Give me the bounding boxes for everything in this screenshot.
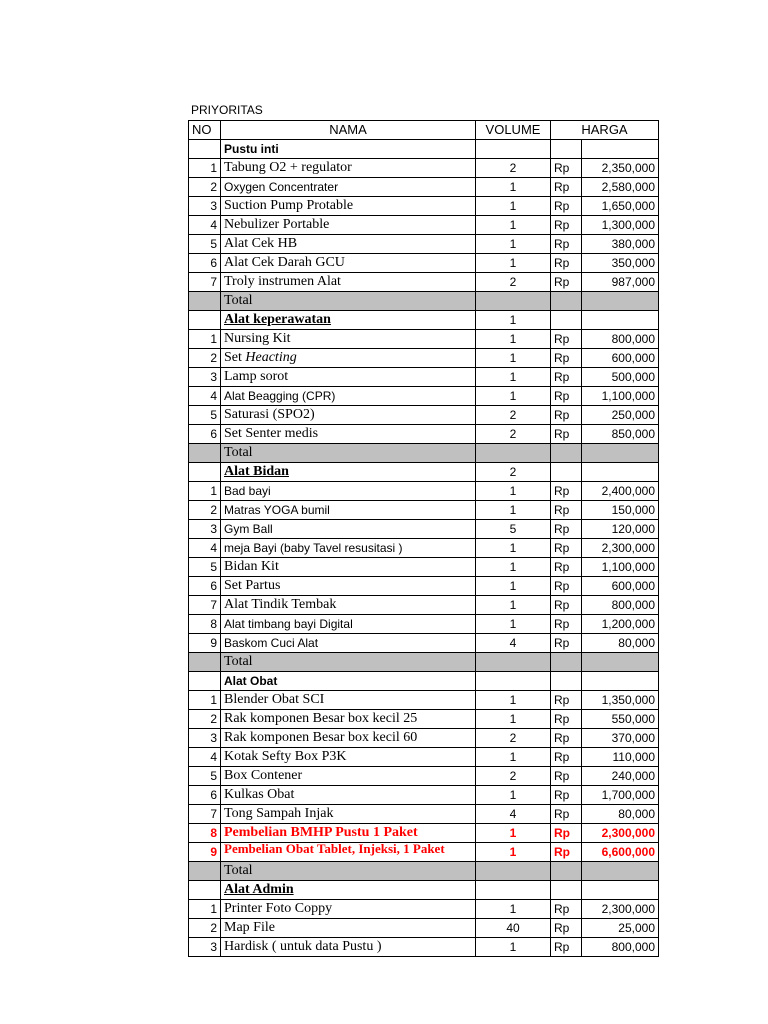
section-no-cell [189,140,221,159]
item-name: Alat timbang bayi Digital [221,615,476,634]
item-currency: Rp [551,406,582,425]
item-no: 1 [189,330,221,349]
item-name-prefix: Set [224,350,246,365]
item-volume: 1 [476,539,551,558]
item-name: Alat Cek HB [221,235,476,254]
section-volume: 2 [476,463,551,482]
item-row [189,520,659,539]
total-row [189,444,659,463]
item-row [189,349,659,368]
item-currency: Rp [551,539,582,558]
item-no: 3 [189,729,221,748]
item-volume: 1 [476,596,551,615]
item-no: 3 [189,368,221,387]
item-price: 850,000 [582,425,659,444]
item-row [189,558,659,577]
item-no: 7 [189,596,221,615]
item-currency: Rp [551,919,582,938]
section-title: Alat Obat [221,672,476,691]
item-currency: Rp [551,767,582,786]
section-header-row [189,672,659,691]
sheet-title: PRIYORITAS [191,103,263,117]
total-label: Total [221,444,476,463]
item-no: 3 [189,520,221,539]
item-no: 9 [189,843,221,862]
item-price: 1,200,000 [582,615,659,634]
item-currency: Rp [551,235,582,254]
item-volume: 2 [476,425,551,444]
item-row [189,938,659,957]
item-no: 6 [189,254,221,273]
item-row [189,729,659,748]
item-name: Oxygen Concentrater [221,178,476,197]
item-price: 25,000 [582,919,659,938]
item-volume: 2 [476,159,551,178]
item-volume: 1 [476,786,551,805]
section-volume [476,881,551,900]
item-price: 2,300,000 [582,824,659,843]
item-name: Tong Sampah Injak [221,805,476,824]
item-name: Tabung O2 + regulator [221,159,476,178]
item-row [189,235,659,254]
item-no: 5 [189,558,221,577]
item-no: 4 [189,216,221,235]
item-name: Box Contener [221,767,476,786]
item-no: 2 [189,178,221,197]
item-row [189,387,659,406]
item-no: 1 [189,900,221,919]
item-currency: Rp [551,615,582,634]
item-row [189,254,659,273]
item-no: 6 [189,425,221,444]
item-row [189,805,659,824]
item-row [189,368,659,387]
item-price: 550,000 [582,710,659,729]
item-volume: 1 [476,254,551,273]
item-volume: 2 [476,729,551,748]
item-row [189,786,659,805]
item-no: 2 [189,501,221,520]
total-row [189,292,659,311]
item-price: 380,000 [582,235,659,254]
item-row [189,900,659,919]
item-currency: Rp [551,824,582,843]
item-no: 4 [189,748,221,767]
item-name: Pembelian BMHP Pustu 1 Paket [221,824,476,843]
item-volume: 2 [476,406,551,425]
item-volume: 4 [476,805,551,824]
item-no: 7 [189,273,221,292]
item-currency: Rp [551,786,582,805]
section-title: Pustu inti [221,140,476,159]
item-no: 8 [189,824,221,843]
item-currency: Rp [551,330,582,349]
item-volume: 2 [476,273,551,292]
section-volume: 1 [476,311,551,330]
item-volume: 2 [476,767,551,786]
item-price: 370,000 [582,729,659,748]
item-row [189,482,659,501]
item-no: 4 [189,387,221,406]
item-row [189,634,659,653]
item-price: 6,600,000 [582,843,659,862]
item-name: Alat Beagging (CPR) [221,387,476,406]
item-no: 5 [189,406,221,425]
item-currency: Rp [551,748,582,767]
item-name: Hardisk ( untuk data Pustu ) [221,938,476,957]
item-currency: Rp [551,843,582,862]
item-name: Saturasi (SPO2) [221,406,476,425]
item-volume: 1 [476,900,551,919]
total-row [189,653,659,672]
item-price: 350,000 [582,254,659,273]
item-currency: Rp [551,482,582,501]
section-header-row [189,881,659,900]
item-price: 2,580,000 [582,178,659,197]
priority-table [188,120,659,957]
item-no: 2 [189,919,221,938]
item-no: 1 [189,691,221,710]
item-row [189,710,659,729]
item-name: Kulkas Obat [221,786,476,805]
item-name: Pembelian Obat Tablet, Injeksi, 1 Paket [221,843,476,862]
item-name: Lamp sorot [221,368,476,387]
item-row [189,596,659,615]
item-volume: 1 [476,748,551,767]
item-name: Baskom Cuci Alat [221,634,476,653]
item-row [189,767,659,786]
section-no-cell [189,311,221,330]
item-currency: Rp [551,710,582,729]
item-volume: 1 [476,558,551,577]
item-volume: 1 [476,349,551,368]
item-row [189,425,659,444]
item-currency: Rp [551,368,582,387]
section-title: Alat keperawatan [221,311,476,330]
item-price: 150,000 [582,501,659,520]
item-name: Blender Obat SCI [221,691,476,710]
item-volume: 5 [476,520,551,539]
item-no: 6 [189,786,221,805]
section-volume [476,672,551,691]
col-no-header: NO [189,121,221,140]
item-volume: 1 [476,938,551,957]
item-row [189,577,659,596]
item-volume: 1 [476,501,551,520]
item-volume: 1 [476,197,551,216]
item-currency: Rp [551,577,582,596]
item-name: Alat Tindik Tembak [221,596,476,615]
section-header-row [189,140,659,159]
item-currency: Rp [551,349,582,368]
item-volume: 1 [476,843,551,862]
item-currency: Rp [551,558,582,577]
item-name: Kotak Sefty Box P3K [221,748,476,767]
item-name: Map File [221,919,476,938]
item-price: 240,000 [582,767,659,786]
item-row-highlighted [189,824,659,843]
item-no: 2 [189,349,221,368]
item-row [189,178,659,197]
item-volume: 1 [476,691,551,710]
item-volume: 40 [476,919,551,938]
item-currency: Rp [551,938,582,957]
item-name [221,349,476,368]
item-price: 800,000 [582,938,659,957]
section-volume [476,140,551,159]
item-volume: 1 [476,368,551,387]
item-no: 3 [189,197,221,216]
item-currency: Rp [551,197,582,216]
item-name-italic: Heacting [245,350,297,365]
item-row [189,273,659,292]
item-name: Suction Pump Protable [221,197,476,216]
item-price: 80,000 [582,634,659,653]
item-currency: Rp [551,254,582,273]
item-row [189,330,659,349]
item-currency: Rp [551,425,582,444]
item-currency: Rp [551,805,582,824]
item-price: 2,350,000 [582,159,659,178]
item-no: 7 [189,805,221,824]
item-price: 120,000 [582,520,659,539]
item-volume: 1 [476,824,551,843]
item-row-highlighted [189,843,659,862]
item-name: Nebulizer Portable [221,216,476,235]
item-volume: 1 [476,710,551,729]
section-no-cell [189,672,221,691]
item-name: Matras YOGA bumil [221,501,476,520]
item-no: 1 [189,159,221,178]
item-volume: 4 [476,634,551,653]
item-currency: Rp [551,387,582,406]
section-header-row [189,311,659,330]
item-currency: Rp [551,159,582,178]
item-price: 500,000 [582,368,659,387]
item-price: 1,100,000 [582,558,659,577]
item-price: 250,000 [582,406,659,425]
item-no: 8 [189,615,221,634]
total-row [189,862,659,881]
item-volume: 1 [476,216,551,235]
item-row [189,197,659,216]
section-no-cell [189,463,221,482]
item-price: 1,650,000 [582,197,659,216]
item-volume: 1 [476,387,551,406]
item-volume: 1 [476,482,551,501]
total-label: Total [221,292,476,311]
item-no: 5 [189,767,221,786]
item-name: Rak komponen Besar box kecil 25 [221,710,476,729]
item-price: 2,300,000 [582,900,659,919]
item-price: 1,300,000 [582,216,659,235]
item-no: 3 [189,938,221,957]
item-currency: Rp [551,216,582,235]
item-row [189,501,659,520]
item-row [189,406,659,425]
item-name: Troly instrumen Alat [221,273,476,292]
header-row [189,121,659,140]
item-price: 800,000 [582,330,659,349]
item-row [189,159,659,178]
item-no: 6 [189,577,221,596]
item-price: 1,700,000 [582,786,659,805]
total-label: Total [221,653,476,672]
item-no: 2 [189,710,221,729]
section-no-cell [189,881,221,900]
col-volume-header: VOLUME [476,121,551,140]
item-no: 9 [189,634,221,653]
item-currency: Rp [551,520,582,539]
item-volume: 1 [476,178,551,197]
item-volume: 1 [476,615,551,634]
item-row [189,691,659,710]
item-name: Set Partus [221,577,476,596]
item-price: 110,000 [582,748,659,767]
item-name: Printer Foto Coppy [221,900,476,919]
item-row [189,539,659,558]
item-currency: Rp [551,900,582,919]
item-row [189,216,659,235]
item-volume: 1 [476,577,551,596]
item-name: Alat Cek Darah GCU [221,254,476,273]
item-row [189,748,659,767]
item-price: 800,000 [582,596,659,615]
item-price: 2,400,000 [582,482,659,501]
section-title: Alat Bidan [221,463,476,482]
item-price: 987,000 [582,273,659,292]
item-no: 5 [189,235,221,254]
item-currency: Rp [551,178,582,197]
item-name: Gym Ball [221,520,476,539]
item-price: 80,000 [582,805,659,824]
item-price: 600,000 [582,349,659,368]
item-name: Bidan Kit [221,558,476,577]
item-row [189,919,659,938]
item-currency: Rp [551,501,582,520]
item-name: Set Senter medis [221,425,476,444]
item-name: Nursing Kit [221,330,476,349]
item-name: Rak komponen Besar box kecil 60 [221,729,476,748]
col-name-header: NAMA [221,121,476,140]
item-volume: 1 [476,330,551,349]
item-currency: Rp [551,596,582,615]
item-name: meja Bayi (baby Tavel resusitasi ) [221,539,476,558]
item-row [189,615,659,634]
item-no: 1 [189,482,221,501]
section-header-row [189,463,659,482]
item-currency: Rp [551,691,582,710]
item-currency: Rp [551,634,582,653]
total-label: Total [221,862,476,881]
section-title: Alat Admin [221,881,476,900]
item-currency: Rp [551,729,582,748]
item-price: 2,300,000 [582,539,659,558]
item-no: 4 [189,539,221,558]
item-volume: 1 [476,235,551,254]
col-price-header: HARGA [551,121,659,140]
item-price: 1,350,000 [582,691,659,710]
item-currency: Rp [551,273,582,292]
item-price: 1,100,000 [582,387,659,406]
item-price: 600,000 [582,577,659,596]
item-name: Bad bayi [221,482,476,501]
